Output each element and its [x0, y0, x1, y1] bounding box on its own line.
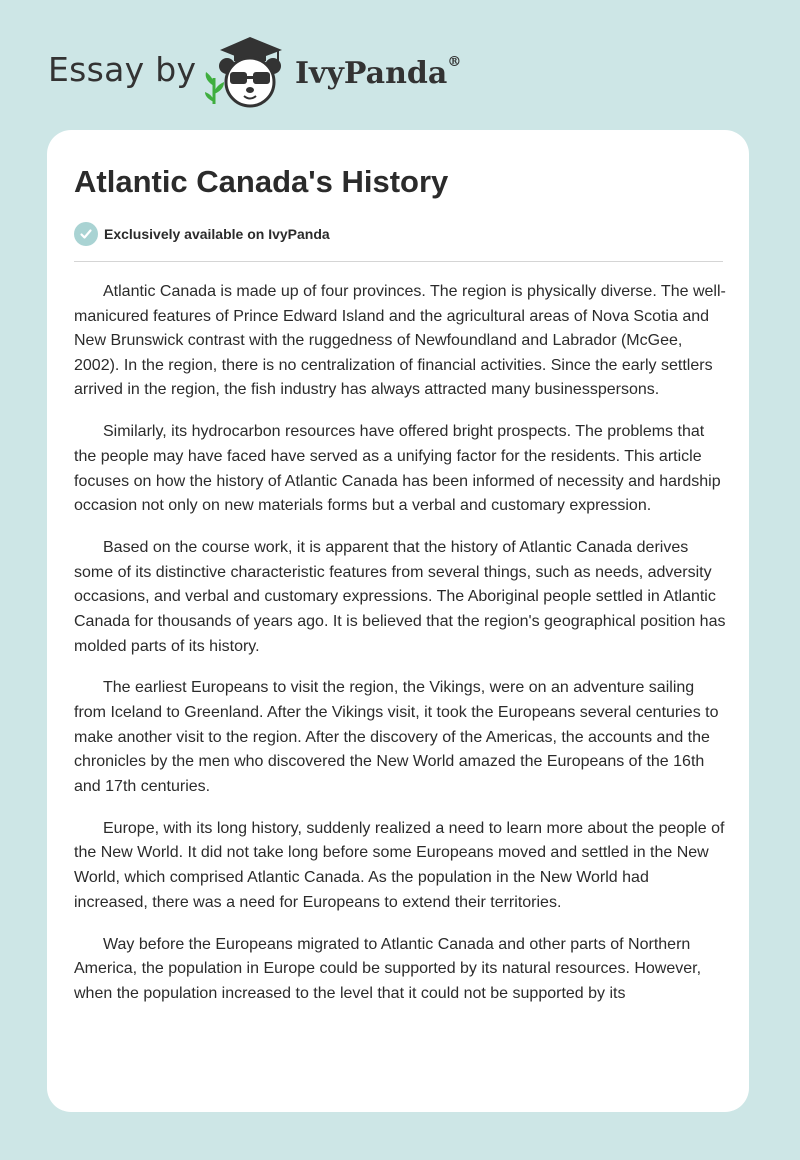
essay-body — [74, 280, 726, 1024]
paragraph: Way before the Europeans migrated to Atlantic Canada and other parts of Northern America, the population in Europe could be supported by its natural resources. However, when the population increased to the level that it could not be supported by its — [74, 935, 702, 1002]
brand-logo-text: IvyPanda® — [295, 54, 462, 91]
paragraph: The earliest Europeans to visit the region, the Vikings, were on an adventure sailing from Iceland to Greenland. After the Vikings visit, it took the Europeans several centuries to make another visit to the region. After the discovery of the Americas, the accounts and the chronicles by the men who discovered the New World amazed the Europeans of the 16th and 17th centuries. — [74, 679, 719, 795]
site-header — [0, 0, 800, 125]
panda-mascot-icon — [200, 34, 292, 110]
essay-card — [47, 130, 749, 1112]
check-icon — [74, 222, 98, 246]
essay-title: Atlantic Canada's History — [74, 164, 449, 199]
exclusive-label: Exclusively available on IvyPanda — [104, 226, 330, 242]
paragraph: Europe, with its long history, suddenly realized a need to learn more about the people of the New World. It did not take long before some Europeans moved and settled in the New World, which comprised Atlantic Canada. As the population in the New World had increased, there was a need for Europeans to extend their territories. — [74, 819, 725, 911]
paragraph: Based on the course work, it is apparent that the history of Atlantic Canada derives some of its distinctive characteristic features from several things, such as needs, adversity occasions, and verbal and customary expressions. The Aboriginal people settled in Atlantic Canada for thousands of years ago. It is believed that the region's geographical position has molded parts of its history. — [74, 539, 726, 655]
title-divider — [74, 261, 723, 262]
essay-by-label: Essay by — [48, 50, 197, 89]
paragraph: Atlantic Canada is made up of four provinces. The region is physically diverse. The well-manicured features of Prince Edward Island and the agricultural areas of Nova Scotia and New Brunswick contrast with the ruggedness of Newfoundland and Labrador (McGee, 2002). In the region, there is no centralization of financial activities. Since the early settlers arrived in the region, the fish industry has always attracted many businesspersons. — [74, 283, 726, 399]
paragraph: Similarly, its hydrocarbon resources have offered bright prospects. The problems that the people may have faced have served as a unifying factor for the residents. This article focuses on how the history of Atlantic Canada has been informed of necessity and hardship occasion not only on new materials forms but a verbal and customary expression. — [74, 423, 721, 515]
exclusive-badge — [74, 222, 330, 246]
